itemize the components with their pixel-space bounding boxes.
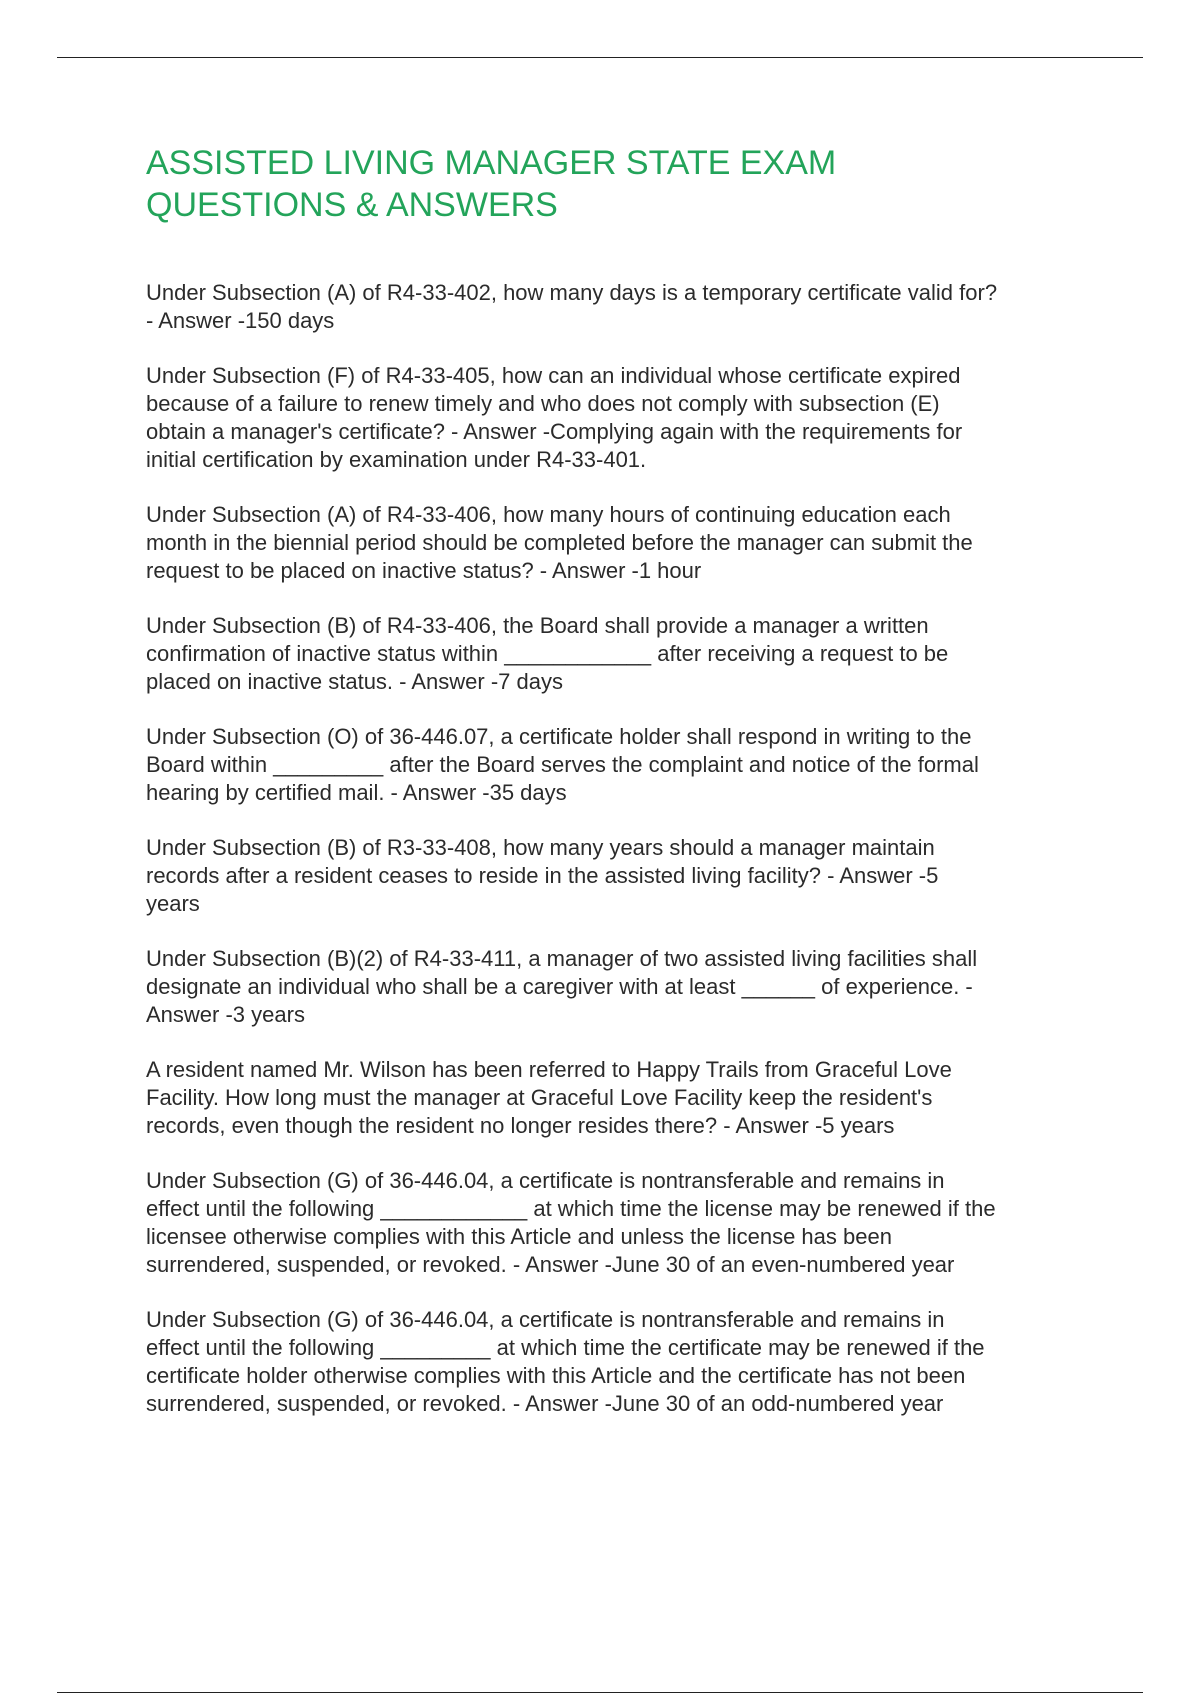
qa-item	[146, 362, 1096, 474]
qa-line: - Answer -150 days	[146, 308, 335, 333]
qa-line: Answer -3 years	[146, 1002, 305, 1027]
qa-line: effect until the following ____________ at which time the license may be renewed if the	[146, 1196, 996, 1221]
qa-line: years	[146, 891, 200, 916]
qa-line: month in the biennial period should be completed before the manager can submit the	[146, 530, 973, 555]
qa-line: Under Subsection (G) of 36-446.04, a certificate is nontransferable and remains in	[146, 1307, 945, 1332]
qa-line: Under Subsection (B) of R3-33-408, how many years should a manager maintain	[146, 835, 935, 860]
qa-line: Under Subsection (F) of R4-33-405, how can an individual whose certificate expired	[146, 363, 961, 388]
qa-line: certificate holder otherwise complies with this Article and the certificate has not been	[146, 1363, 966, 1388]
qa-line: hearing by certified mail. - Answer -35 days	[146, 780, 567, 805]
qa-line: surrendered, suspended, or revoked. - Answer -June 30 of an even-numbered year	[146, 1252, 955, 1277]
qa-line: A resident named Mr. Wilson has been referred to Happy Trails from Graceful Love	[146, 1057, 952, 1082]
title-line: QUESTIONS & ANSWERS	[146, 186, 558, 224]
qa-item	[146, 834, 1096, 918]
qa-line: designate an individual who shall be a caregiver with at least ______ of experience. -	[146, 974, 973, 999]
qa-item	[146, 1167, 1096, 1279]
qa-line: Under Subsection (A) of R4-33-406, how many hours of continuing education each	[146, 502, 951, 527]
qa-item	[146, 1306, 1096, 1418]
qa-item	[146, 723, 1096, 807]
qa-line: placed on inactive status. - Answer -7 days	[146, 669, 563, 694]
qa-line: Under Subsection (B) of R4-33-406, the Board shall provide a manager a written	[146, 613, 929, 638]
qa-line: Under Subsection (O) of 36-446.07, a certificate holder shall respond in writing to the	[146, 724, 972, 749]
qa-item	[146, 279, 1096, 335]
title-line: ASSISTED LIVING MANAGER STATE EXAM	[146, 144, 837, 182]
qa-item	[146, 945, 1096, 1029]
qa-line: licensee otherwise complies with this Article and unless the license has been	[146, 1224, 892, 1249]
document-title	[146, 142, 1096, 226]
bottom-divider	[57, 1692, 1143, 1693]
qa-list	[146, 279, 1096, 1418]
qa-line: surrendered, suspended, or revoked. - Answer -June 30 of an odd-numbered year	[146, 1391, 944, 1416]
qa-line: initial certification by examination under R4-33-401.	[146, 447, 647, 472]
qa-line: Board within _________ after the Board serves the complaint and notice of the formal	[146, 752, 979, 777]
qa-line: effect until the following _________ at which time the certificate may be renewed if the	[146, 1335, 985, 1360]
qa-line: Under Subsection (G) of 36-446.04, a certificate is nontransferable and remains in	[146, 1168, 945, 1193]
qa-line: records after a resident ceases to reside in the assisted living facility? - Answer -5	[146, 863, 939, 888]
top-divider	[57, 57, 1143, 58]
qa-line: confirmation of inactive status within ____________ after receiving a request to be	[146, 641, 949, 666]
qa-item	[146, 612, 1096, 696]
qa-item	[146, 501, 1096, 585]
qa-item	[146, 1056, 1096, 1140]
qa-line: Under Subsection (B)(2) of R4-33-411, a manager of two assisted living facilities shall	[146, 946, 978, 971]
qa-line: Facility. How long must the manager at Graceful Love Facility keep the resident's	[146, 1085, 933, 1110]
document-body	[146, 142, 1096, 1445]
qa-line: request to be placed on inactive status? - Answer -1 hour	[146, 558, 702, 583]
qa-line: obtain a manager's certificate? - Answer -Complying again with the requirements for	[146, 419, 963, 444]
qa-line: Under Subsection (A) of R4-33-402, how many days is a temporary certificate valid for?	[146, 280, 998, 305]
qa-line: records, even though the resident no longer resides there? - Answer -5 years	[146, 1113, 895, 1138]
qa-line: because of a failure to renew timely and who does not comply with subsection (E)	[146, 391, 940, 416]
